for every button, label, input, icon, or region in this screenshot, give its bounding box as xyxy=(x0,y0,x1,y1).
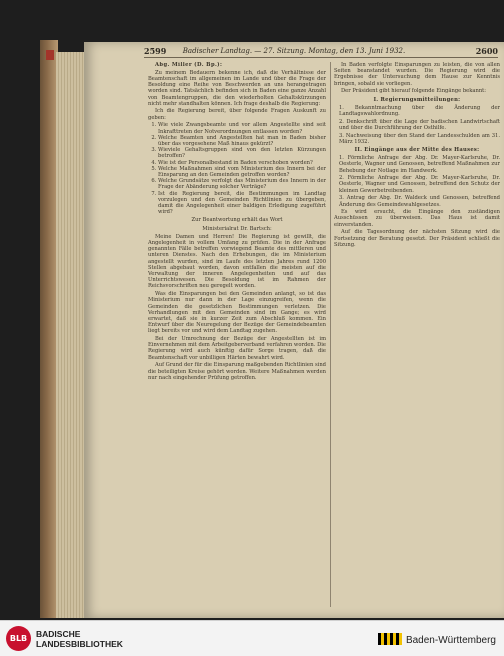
paragraph: Bei der Umrechnung der Bezüge der Angestellten ist im Einvernehmen mit dem Arbeitgeberverband verfahren worden. Die Regierung wird auch künftig dafür Sorge tragen, daß die Beamtenschaft vor unbilligen Härten bewahrt wird. xyxy=(148,336,326,361)
list-item: 1. Bekanntmachung über die Änderung der Landtagswahlordnung. xyxy=(339,104,500,117)
paragraph: Meine Damen und Herren! Die Regierung ist gewillt, die Angelegenheit in vollem Umfang zu prüfen. Die in der Anfrage genannten Fälle betreffen vorwiegend Beamte des mittleren und unteren Dienstes. Nach den Erhebungen, die im Ministerium angestellt wurden, sind im Laufe des letzten Jahres rund 1200 Stellen abgebaut worden, davon entfallen die meisten auf die Verwaltung der inneren Angelegenheiten und auf das Unterrichtswesen. Die Besoldung ist im Rahmen der Reichsvorschriften neu geregelt worden. xyxy=(148,233,326,290)
state-logo[interactable] xyxy=(378,633,496,646)
bookmark-tab xyxy=(46,50,54,60)
question-list xyxy=(148,122,326,215)
paragraph: Auf Grund der für die Einsparung maßgebenden Richtlinien sind die beteiligten Kreise gehört worden. Weitere Maßnahmen werden nur nach eingehender Prüfung getroffen. xyxy=(148,362,326,381)
footer-bar xyxy=(0,620,504,656)
section-heading: II. Eingänge aus der Mitte des Hauses: xyxy=(354,146,480,153)
list-item: 3. Wieviele Gehaltsgruppen sind von den letzten Kürzungen betroffen? xyxy=(158,147,326,159)
state-name: Baden-Württemberg xyxy=(405,635,496,646)
list-item: 2. Förmliche Anfrage der Abg. Dr. Mayer-Karlsruhe, Dr. Oesterle, Wagner und Genossen, betreffend den Schutz der kleinen Gewerbetreibenden. xyxy=(339,175,500,194)
list-item: 3. Antrag der Abg. Dr. Waldeck und Genossen, betreffend Änderung des Gemeindewahlgesetzes. xyxy=(339,195,500,208)
list-item: 7. Ist die Regierung bereit, die Bestimmungen im Landtag vorzulegen und den Gemeinden Richtlinien zu übergeben, damit die Angelegenheit einer baldigen Erledigung zugeführt wird? xyxy=(158,191,326,216)
list-item: 4. Wie ist der Personalbestand in Baden verschoben worden? xyxy=(158,160,326,166)
state-crest-icon xyxy=(378,633,402,645)
left-column xyxy=(148,62,326,614)
paragraph: Der Präsident gibt hierauf folgende Eingänge bekannt: xyxy=(341,88,486,95)
paragraph: Es wird ersucht, die Eingänge den zuständigen Ausschüssen zu überweisen. Das Haus ist damit einverstanden. xyxy=(334,209,500,228)
speaker-line: Abg. Miller (D. Bp.): xyxy=(155,62,223,68)
section-line: Zur Beantwortung erhält das Wort xyxy=(191,217,283,224)
page-number-left: 2599 xyxy=(144,46,167,56)
header-rule xyxy=(144,57,498,58)
page-edges xyxy=(56,52,86,618)
list-item: 2. Denkschrift über die Lage der badischen Landwirtschaft und über die Durchführung der Osthilfe. xyxy=(339,118,500,131)
list-item: 1. Förmliche Anfrage der Abg. Dr. Mayer-Karlsruhe, Dr. Oesterle, Wagner und Genossen, betreffend Maßnahmen zur Behebung der Notlage im Handwerk. xyxy=(339,155,500,174)
library-name[interactable] xyxy=(36,629,123,649)
list-item: 6. Welche Grundsätze verfolgt das Ministerium des Innern in der Frage der Abänderung solcher Verträge? xyxy=(158,178,326,190)
minister-name: Ministerialrat Dr. Bartsch: xyxy=(202,225,272,232)
paragraph: Auf die Tagesordnung der nächsten Sitzung wird die Fortsetzung der Beratung gesetzt. Der Präsident schließt die Sitzung. xyxy=(334,229,500,248)
paragraph: In Baden verfolgte Einsparungen zu leisten, die von allen Seiten beanstandet wurden. Die Regierung wird die Ergebnisse der Untersuchung dem Hause zur Kenntnis bringen, sobald sie vorliegen. xyxy=(334,62,500,87)
paragraph: Ich die Regierung bereit, über folgende Fragen Auskunft zu geben: xyxy=(148,108,326,121)
list-item: 1. Wie viele Zwangsbeamte und vor allem Angestellte sind seit Inkrafttreten der Notverordnungen entlassen worden? xyxy=(158,122,326,134)
list-item: 3. Nachweisung über den Stand der Landesschulden am 31. März 1932. xyxy=(339,132,500,145)
running-header xyxy=(84,44,504,58)
paragraph: Was die Einsparungen bei den Gemeinden anlangt, so ist das Ministerium nur dann in der Lage einzugreifen, wenn die Gemeinden die gesetzlichen Bestimmungen verletzen. Die Verhandlungen mit den Gemeinden sind im Gange; es wird erwartet, daß sie in kurzer Zeit zum Abschluß kommen. Ein Entwurf über die Neuregelung der Bezüge der Gemeindebeamten liegt bereits vor und wird dem Landtag zugehen. xyxy=(148,291,326,335)
section-heading: I. Regierungsmitteilungen: xyxy=(373,96,461,103)
list-item: 5. Welche Maßnahmen sind vom Ministerium des Innern bei der Einsparung an den Gemeinden getroffen worden? xyxy=(158,166,326,178)
running-title: Badischer Landtag. — 27. Sitzung. Montag, den 13. Juni 1932. xyxy=(182,47,406,55)
blb-logo-icon[interactable]: BLB xyxy=(6,626,31,651)
library-name-line2: LANDESBIBLIOTHEK xyxy=(36,639,123,649)
paragraph: Zu meinem Bedauern bekenne ich, daß die Verhältnisse der Beamtenschaft im allgemeinen im Lande und über die Frage der Besoldung eine Reihe von Beschwerden an uns herangetragen worden sind. Tatsächlich befinden sich in Baden eine ganze Anzahl von Beamtengruppen, die den wiederholten Gehaltskürzungen nicht mehr standhalten können. Ich frage deshalb die Regierung: xyxy=(148,69,326,107)
page-number-right: 2600 xyxy=(475,46,498,56)
column-divider xyxy=(330,62,331,607)
list-item: 2. Welche Beamten und Angestellten hat man in Baden bisher über das vorgesehene Maß hinaus gekürzt? xyxy=(158,135,326,147)
right-column xyxy=(334,62,500,614)
library-name-line1: BADISCHE xyxy=(36,629,81,639)
